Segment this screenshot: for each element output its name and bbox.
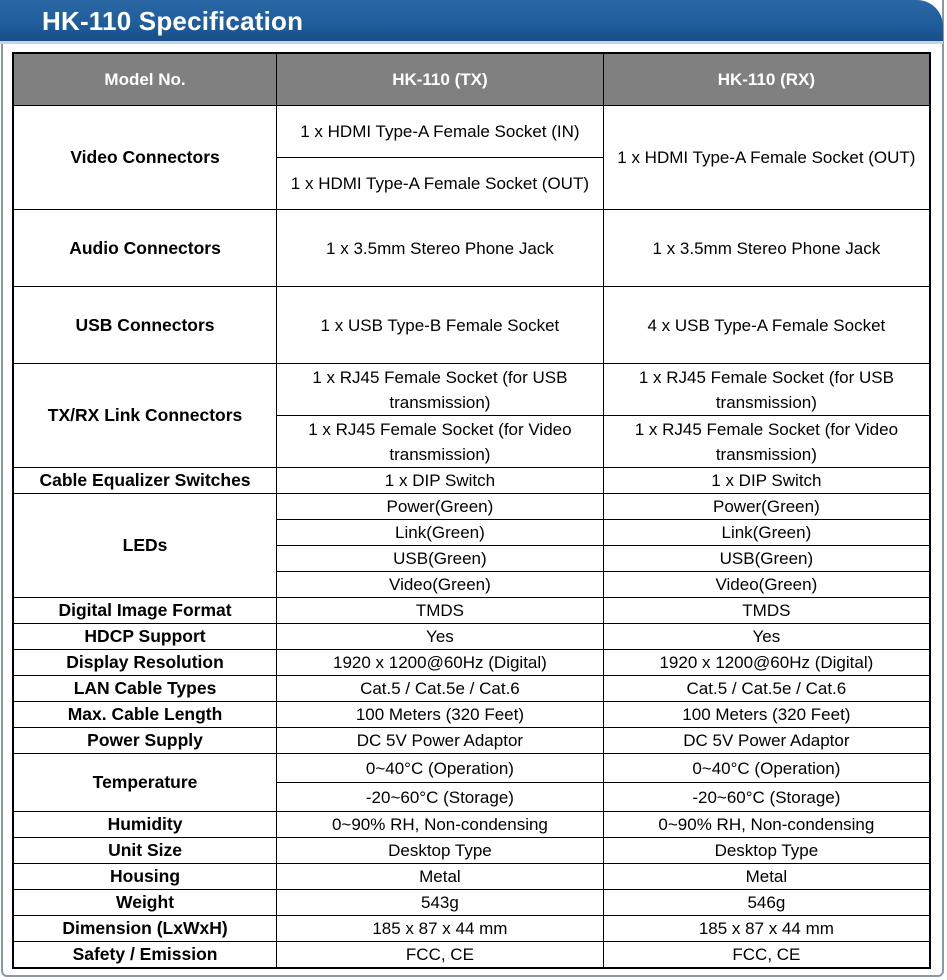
row-label: Video Connectors <box>13 106 277 210</box>
table-row <box>13 890 930 916</box>
table-row <box>13 468 930 494</box>
table-cell: 0~40°C (Operation) <box>277 754 604 783</box>
table-row <box>13 754 930 783</box>
table-row <box>13 942 930 969</box>
table-row <box>13 598 930 624</box>
table-cell: FCC, CE <box>277 942 604 969</box>
table-cell: 1 x DIP Switch <box>603 468 930 494</box>
row-label: Max. Cable Length <box>13 702 277 728</box>
table-row <box>13 364 930 416</box>
row-label: HDCP Support <box>13 624 277 650</box>
table-cell: Video(Green) <box>603 572 930 598</box>
row-label: TX/RX Link Connectors <box>13 364 277 468</box>
table-cell: Power(Green) <box>277 494 604 520</box>
row-label: USB Connectors <box>13 287 277 364</box>
table-cell: 1 x 3.5mm Stereo Phone Jack <box>603 210 930 287</box>
table-cell: 1 x HDMI Type-A Female Socket (OUT) <box>603 106 930 210</box>
table-row <box>13 624 930 650</box>
table-cell: 1 x RJ45 Female Socket (for USB transmission) <box>603 364 930 416</box>
table-cell: 1 x 3.5mm Stereo Phone Jack <box>277 210 604 287</box>
table-cell: 185 x 87 x 44 mm <box>277 916 604 942</box>
table-cell: 543g <box>277 890 604 916</box>
row-label: Housing <box>13 864 277 890</box>
table-cell: Link(Green) <box>603 520 930 546</box>
row-label: LEDs <box>13 494 277 598</box>
table-cell: Metal <box>277 864 604 890</box>
table-row <box>13 106 930 158</box>
table-cell: 1 x RJ45 Female Socket (for Video transmission) <box>277 416 604 468</box>
row-label: LAN Cable Types <box>13 676 277 702</box>
table-cell: 1 x DIP Switch <box>277 468 604 494</box>
table-cell: Link(Green) <box>277 520 604 546</box>
row-label: Power Supply <box>13 728 277 754</box>
table-row <box>13 287 930 364</box>
row-label: Humidity <box>13 812 277 838</box>
column-header-rx: HK-110 (RX) <box>603 53 930 106</box>
header-divider <box>0 41 943 44</box>
table-row <box>13 210 930 287</box>
table-cell: 0~90% RH, Non-condensing <box>277 812 604 838</box>
column-header-model: Model No. <box>13 53 277 106</box>
table-row <box>13 650 930 676</box>
row-label: Display Resolution <box>13 650 277 676</box>
table-cell: 1 x USB Type-B Female Socket <box>277 287 604 364</box>
table-cell: 0~40°C (Operation) <box>603 754 930 783</box>
table-cell: 185 x 87 x 44 mm <box>603 916 930 942</box>
table-cell: Video(Green) <box>277 572 604 598</box>
table-cell: -20~60°C (Storage) <box>603 783 930 812</box>
table-cell: 1 x HDMI Type-A Female Socket (IN) <box>277 106 604 158</box>
table-cell: Desktop Type <box>277 838 604 864</box>
page-title: HK-110 Specification <box>42 6 304 36</box>
table-cell: 546g <box>603 890 930 916</box>
table-cell: 1920 x 1200@60Hz (Digital) <box>277 650 604 676</box>
table-row <box>13 916 930 942</box>
table-row <box>13 702 930 728</box>
table-cell: Cat.5 / Cat.5e / Cat.6 <box>603 676 930 702</box>
row-label: Weight <box>13 890 277 916</box>
table-row <box>13 494 930 520</box>
header-row <box>13 53 930 106</box>
table-cell: 1920 x 1200@60Hz (Digital) <box>603 650 930 676</box>
row-label: Temperature <box>13 754 277 812</box>
table-cell: DC 5V Power Adaptor <box>603 728 930 754</box>
row-label: Dimension (LxWxH) <box>13 916 277 942</box>
table-row <box>13 676 930 702</box>
table-cell: Yes <box>603 624 930 650</box>
spec-table <box>12 52 931 969</box>
table-row <box>13 728 930 754</box>
table-cell: USB(Green) <box>603 546 930 572</box>
table-row <box>13 838 930 864</box>
table-cell: Yes <box>277 624 604 650</box>
header-bar <box>0 0 943 44</box>
table-cell: DC 5V Power Adaptor <box>277 728 604 754</box>
table-cell: 1 x RJ45 Female Socket (for USB transmission) <box>277 364 604 416</box>
table-cell: USB(Green) <box>277 546 604 572</box>
row-label: Cable Equalizer Switches <box>13 468 277 494</box>
table-cell: TMDS <box>277 598 604 624</box>
column-header-tx: HK-110 (TX) <box>277 53 604 106</box>
row-label: Digital Image Format <box>13 598 277 624</box>
table-cell: -20~60°C (Storage) <box>277 783 604 812</box>
table-cell: 0~90% RH, Non-condensing <box>603 812 930 838</box>
table-cell: TMDS <box>603 598 930 624</box>
table-row <box>13 812 930 838</box>
row-label: Audio Connectors <box>13 210 277 287</box>
row-label: Safety / Emission <box>13 942 277 969</box>
table-cell: 1 x HDMI Type-A Female Socket (OUT) <box>277 158 604 210</box>
table-cell: 4 x USB Type-A Female Socket <box>603 287 930 364</box>
table-cell: 1 x RJ45 Female Socket (for Video transmission) <box>603 416 930 468</box>
table-cell: Power(Green) <box>603 494 930 520</box>
table-cell: Desktop Type <box>603 838 930 864</box>
row-label: Unit Size <box>13 838 277 864</box>
table-cell: FCC, CE <box>603 942 930 969</box>
table-cell: Cat.5 / Cat.5e / Cat.6 <box>277 676 604 702</box>
table-row <box>13 864 930 890</box>
table-cell: 100 Meters (320 Feet) <box>603 702 930 728</box>
table-cell: 100 Meters (320 Feet) <box>277 702 604 728</box>
table-cell: Metal <box>603 864 930 890</box>
